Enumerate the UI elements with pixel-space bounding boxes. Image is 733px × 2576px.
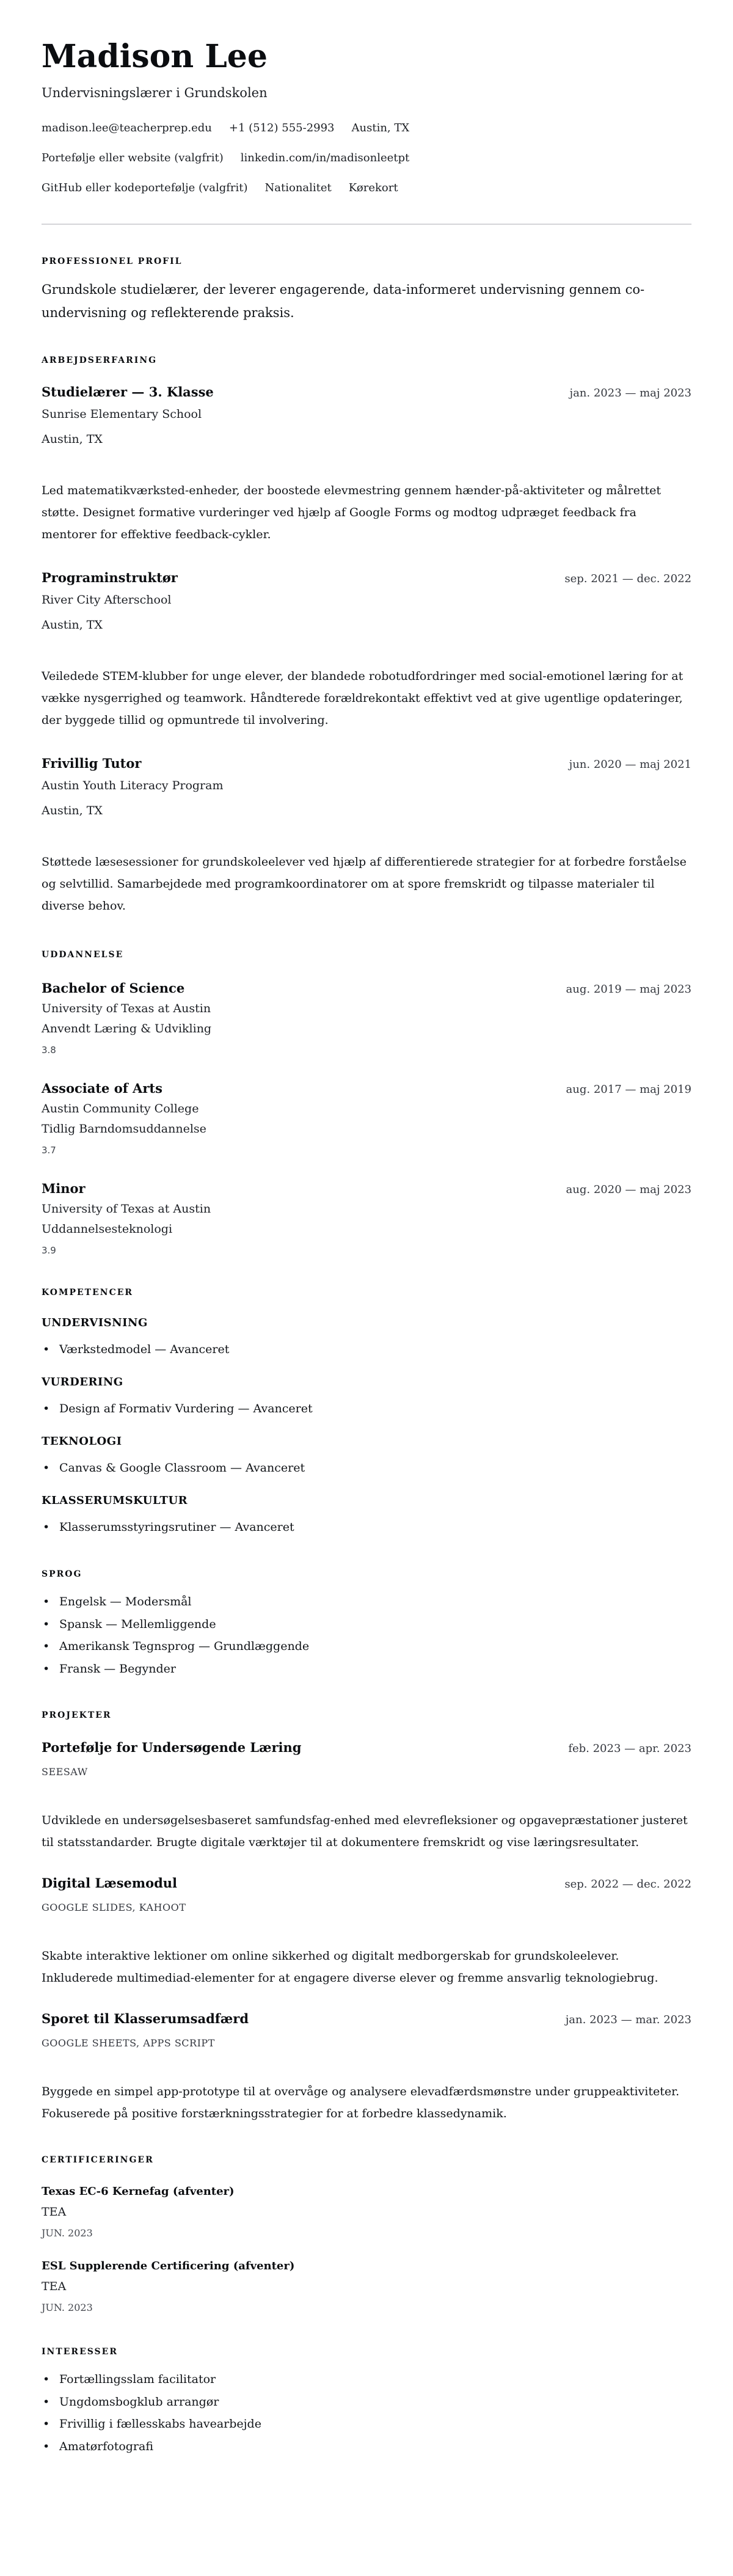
project-description: Udviklede en undersøgelsesbaseret samfundsfag-enhed med elevrefleksioner og opgavepræstationer justeret til statsstandarder. Brugte digitale værktøjer til at dokumentere fremskridt og vise læringsresultater. — [42, 1814, 688, 1849]
certification-issuer: TEA — [42, 2205, 67, 2219]
project-description: Skabte interaktive lektioner om online sikkerhed og digitalt medborgerskab for grundskoleelever. Inkluderede multimediad-elementer for at engagere diverse elever og fremme ansvarlig teknologiebrug. — [42, 1949, 658, 1985]
certification-item — [42, 2183, 691, 2244]
project-item — [42, 1737, 691, 1853]
interest-item: • Frivillig i fællesskabs havearbejde — [42, 2413, 691, 2436]
education-section — [42, 949, 691, 1261]
resume-page — [0, 37, 733, 2457]
gpa: 3.7 — [42, 1145, 56, 1156]
section-heading: CERTIFICERINGER — [42, 2155, 154, 2165]
certifications-section — [42, 2154, 691, 2318]
profile-summary: Grundskole studielærer, der leverer engagerende, data-informeret undervisning gennem co-undervisning og reflekterende praksis. — [42, 282, 645, 320]
project-dates: sep. 2022 — dec. 2022 — [564, 1878, 691, 1891]
job-dates: jun. 2020 — maj 2021 — [569, 758, 691, 771]
job-org: River City Afterschool — [42, 593, 172, 607]
skill-item: • Canvas & Google Classroom — Avanceret — [42, 1459, 691, 1477]
field-of-study: Anvendt Læring & Udvikling — [42, 1022, 212, 1035]
project-tech: GOOGLE SLIDES, KAHOOT — [42, 1902, 186, 1913]
skill-list — [42, 1340, 691, 1359]
skills-section — [42, 1286, 691, 1536]
contact-github[interactable]: GitHub eller kodeportefølje (valgfrit) — [42, 181, 248, 194]
certification-title: Texas EC-6 Kernefag (afventer) — [42, 2185, 235, 2198]
skill-item: • Klasserumsstyringsrutiner — Avanceret — [42, 1518, 691, 1536]
certification-date: JUN. 2023 — [42, 2302, 93, 2313]
school: University of Texas at Austin — [42, 1202, 211, 1216]
school: University of Texas at Austin — [42, 1002, 211, 1015]
interest-item: • Fortællingsslam facilitator — [42, 2368, 691, 2391]
resume-header — [42, 37, 691, 197]
school: Austin Community College — [42, 1102, 199, 1115]
skill-category: TEKNOLOGI — [42, 1435, 122, 1448]
project-dates: jan. 2023 — mar. 2023 — [565, 2013, 691, 2026]
gpa: 3.9 — [42, 1245, 56, 1256]
education-item — [42, 977, 691, 1060]
job-location: Austin, TX — [42, 432, 103, 446]
skill-category: KLASSERUMSKULTUR — [42, 1494, 188, 1507]
project-tech: SEESAW — [42, 1766, 88, 1778]
contact-email[interactable]: madison.lee@teacherprep.edu — [42, 122, 212, 134]
contact-phone[interactable]: +1 (512) 555-2993 — [228, 122, 335, 134]
section-heading: INTERESSER — [42, 2347, 118, 2357]
section-heading: KOMPETENCER — [42, 1288, 134, 1297]
contact-location: Austin, TX — [351, 122, 410, 134]
gpa: 3.8 — [42, 1045, 56, 1056]
job-dates: jan. 2023 — maj 2023 — [569, 387, 691, 400]
experience-section — [42, 354, 691, 917]
certification-issuer: TEA — [42, 2280, 67, 2293]
experience-item — [42, 381, 691, 545]
job-org: Sunrise Elementary School — [42, 407, 202, 421]
contact-row — [42, 149, 691, 167]
skill-list — [42, 1518, 691, 1536]
job-description: Led matematikværksted-enheder, der boostede elevmestring gennem hænder-på-aktiviteter og målrettet støtte. Designet formative vurderinger ved hjælp af Google Forms og modtog udpræget feedback fra mentorer for effektive feedback-cykler. — [42, 484, 662, 541]
experience-item — [42, 753, 691, 917]
job-dates: sep. 2021 — dec. 2022 — [564, 572, 691, 585]
job-description: Støttede læsesessioner for grundskoleelever ved hjælp af differentierede strategier for at forbedre forståelse og selvtillid. Samarbejdede med programkoordinatorer om at spore fremskridt og tilpasse materialer til diverse behov. — [42, 855, 687, 913]
interests-section — [42, 2346, 691, 2457]
job-title: Frivillig Tutor — [42, 756, 142, 771]
section-heading: UDDANNELSE — [42, 950, 124, 960]
contact-row — [42, 179, 691, 197]
skill-category: VURDERING — [42, 1376, 123, 1388]
interest-item: • Ungdomsbogklub arrangør — [42, 2391, 691, 2414]
language-item: • Engelsk — Modersmål — [42, 1591, 691, 1613]
skill-list — [42, 1459, 691, 1477]
contact-nationality: Nationalitet — [264, 181, 332, 194]
candidate-title: Undervisningslærer i Grundskolen — [42, 86, 268, 100]
job-location: Austin, TX — [42, 804, 103, 817]
field-of-study: Uddannelsesteknologi — [42, 1222, 173, 1236]
education-item — [42, 1078, 691, 1161]
projects-section — [42, 1709, 691, 2125]
interest-list — [42, 2368, 691, 2457]
project-title: Digital Læsemodul — [42, 1875, 178, 1891]
section-heading: PROJEKTER — [42, 1710, 112, 1720]
education-dates: aug. 2020 — maj 2023 — [566, 1183, 691, 1196]
degree: Minor — [42, 1181, 86, 1196]
certification-item — [42, 2257, 691, 2318]
job-location: Austin, TX — [42, 618, 103, 632]
project-item — [42, 2008, 691, 2125]
project-title: Portefølje for Undersøgende Læring — [42, 1740, 302, 1755]
experience-item — [42, 567, 691, 731]
header-divider — [42, 224, 691, 225]
field-of-study: Tidlig Barndomsuddannelse — [42, 1122, 206, 1136]
contact-linkedin[interactable]: linkedin.com/in/madisonleetpt — [240, 151, 410, 164]
interest-item: • Amatørfotografi — [42, 2436, 691, 2458]
project-title: Sporet til Klasserumsadfærd — [42, 2011, 249, 2026]
section-heading: ARBEJDSERFARING — [42, 356, 158, 365]
contact-row — [42, 119, 691, 137]
education-item — [42, 1178, 691, 1261]
language-item: • Fransk — Begynder — [42, 1658, 691, 1680]
languages-section — [42, 1568, 691, 1680]
project-tech: GOOGLE SHEETS, APPS SCRIPT — [42, 2037, 215, 2049]
skill-item: • Design af Formativ Vurdering — Avanceret — [42, 1399, 691, 1418]
degree: Bachelor of Science — [42, 980, 185, 996]
skill-list — [42, 1399, 691, 1418]
language-item: • Spansk — Mellemliggende — [42, 1613, 691, 1636]
section-heading: PROFESSIONEL PROFIL — [42, 257, 183, 266]
contact-drivers-license: Kørekort — [348, 181, 398, 194]
skill-item: • Værkstedmodel — Avanceret — [42, 1340, 691, 1359]
job-description: Veiledede STEM-klubber for unge elever, der blandede robotudfordringer med social-emotionel læring for at vække nysgerrighed og teamwork. Håndterede forældrekontakt effektivt ved at give ugentlige opdateringer, der byggede tillid og opmuntrede til involvering. — [42, 670, 684, 727]
job-title: Studielærer — 3. Klasse — [42, 384, 214, 400]
job-title: Programinstruktør — [42, 570, 178, 585]
education-dates: aug. 2017 — maj 2019 — [566, 1083, 691, 1096]
skill-category: UNDERVISNING — [42, 1316, 148, 1329]
certification-title: ESL Supplerende Certificering (afventer) — [42, 2260, 295, 2272]
profile-section — [42, 255, 691, 324]
project-dates: feb. 2023 — apr. 2023 — [568, 1742, 691, 1755]
education-dates: aug. 2019 — maj 2023 — [566, 983, 691, 996]
candidate-name: Madison Lee — [42, 38, 268, 75]
project-item — [42, 1872, 691, 1989]
certification-date: JUN. 2023 — [42, 2227, 93, 2239]
language-list — [42, 1591, 691, 1680]
section-heading: SPROG — [42, 1569, 82, 1579]
degree: Associate of Arts — [42, 1081, 162, 1096]
contact-portfolio[interactable]: Portefølje eller website (valgfrit) — [42, 151, 224, 164]
job-org: Austin Youth Literacy Program — [42, 779, 224, 792]
language-item: • Amerikansk Tegnsprog — Grundlæggende — [42, 1635, 691, 1658]
project-description: Byggede en simpel app-prototype til at overvåge og analysere elevadfærdsmønstre under gruppeaktiviteter. Fokuserede på positive forstærkningsstrategier for at forbedre klassedynamik. — [42, 2085, 680, 2120]
